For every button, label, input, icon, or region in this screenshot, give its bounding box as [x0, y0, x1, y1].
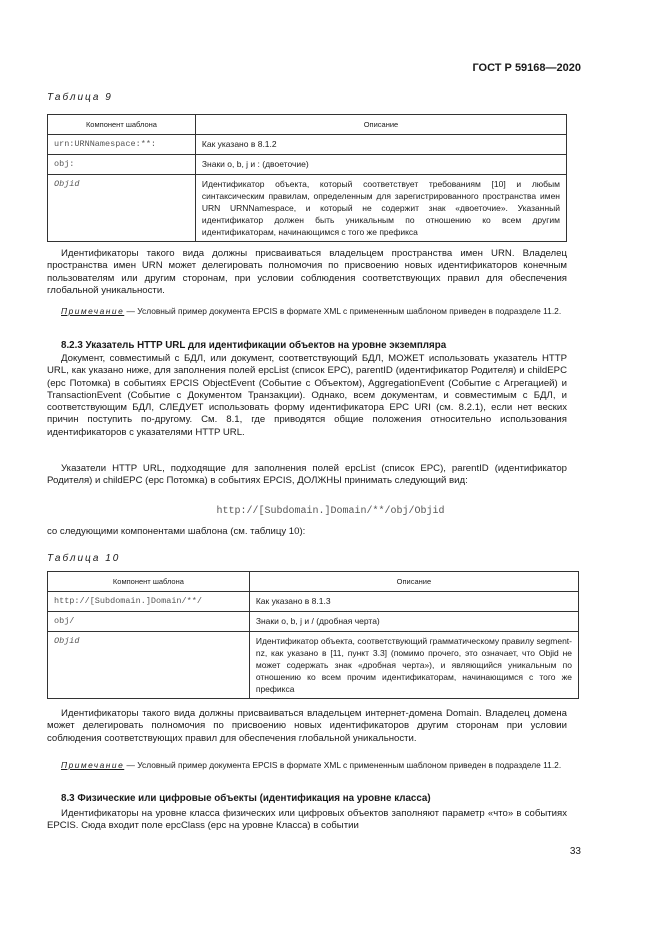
note-label: Примечание [61, 760, 125, 770]
table-row [48, 175, 567, 242]
paragraph-components-ref: со следующими компонентами шаблона (см. таблицу 10): [47, 526, 306, 537]
paragraph-urn-owner: Идентификаторы такого вида должны присваиваться владельцем пространства имен URN. Владелец пространства имен URN может делегировать полномочия по присвоению новых идентификаторов конечным пользователям или другим сторонам, при условии соблюдения соответствующих правил для обеспечения глобальной уникальности. [47, 248, 567, 296]
note-2 [47, 760, 567, 772]
table-10-header-component: Компонент шаблона [48, 572, 250, 592]
table-10-cell-component: Objid [48, 632, 250, 699]
table-row [48, 155, 567, 175]
note-1 [47, 306, 567, 318]
url-formula: http://[Subdomain.]Domain/**/obj/Objid [216, 506, 445, 517]
table-9-cell-description: Как указано в 8.1.2 [195, 135, 566, 155]
paragraph-http-url-form: Указатели HTTP URL, подходящие для заполнения полей epcList (список EPC), parentID (идентификатор Родителя) и childEPC (epc Потомка) в событиях EPCIS, ДОЛЖНЫ принимать следующий вид: [47, 463, 567, 487]
paragraph-http-url-usage: Документ, совместимый с БДЛ, или документ, соответствующий БДЛ, МОЖЕТ использовать указатель HTTP URL, как указано ниже, для заполнения полей epcList (список EPC), parentID (идентификатор Родителя) и childEPC (epc Потомка) в событиях EPCIS ObjectEvent (Событие с Объектом), AggregationEvent (Событие с Агрегацией) и TransactionEvent (Событие с Документом Транзакции). Однако, всем документам, и совместимым с БДЛ, и соответствующим БДЛ, СЛЕДУЕТ использовать форму идентификатора EPC URI (см. 8.2.1), если нет веских причин поступить по-другому. См. 8.1, где приводятся общие положения относительно использования идентификаторов с указателями HTTP URL. [47, 353, 567, 438]
table-row [48, 592, 579, 612]
table-9 [47, 114, 567, 242]
table-9-cell-component: urn:URNNamespace:**: [48, 135, 196, 155]
table-10-cell-description: Идентификатор объекта, соответствующий грамматическому правилу segment-nz, как указано в [11, пункт 3.3] (помимо прочего, это означает, что Objid не может содержать знак «дробная черта»), и являющийся уникальным по отношению ко всем прочим идентификаторам, начинающимся с того же префикса [249, 632, 578, 699]
table-row [48, 135, 567, 155]
table-9-header-component: Компонент шаблона [48, 115, 196, 135]
standard-header: ГОСТ Р 59168—2020 [472, 62, 581, 74]
paragraph-class-level: Идентификаторы на уровне класса физических или цифровых объектов заполняют параметр «что» в событиях EPCIS. Сюда входит поле epcClass (epc на уровне Класса) в событии [47, 808, 567, 832]
table-10-header-description: Описание [249, 572, 578, 592]
page-number: 33 [569, 846, 581, 857]
table-10-cell-description: Знаки o, b, j и / (дробная черта) [249, 612, 578, 632]
note-text: — Условный пример документа EPCIS в формате XML с примененным шаблоном приведен в подразделе 11.2. [124, 306, 562, 316]
table-10-cell-component: http://[Subdomain.]Domain/**/ [48, 592, 250, 612]
table-row [48, 612, 579, 632]
table-9-cell-component: obj: [48, 155, 196, 175]
table-9-cell-description: Знаки o, b, j и : (двоеточие) [195, 155, 566, 175]
section-8-2-3-heading: 8.2.3 Указатель HTTP URL для идентификации объектов на уровне экземпляра [61, 340, 447, 351]
paragraph-domain-owner: Идентификаторы такого вида должны присваиваться владельцем интернет-домена Domain. Владелец домена может делегировать полномочия по присвоению новых идентификаторов другим сторонам при условии соблюдения соответствующих правил для обеспечения глобальной уникальности. [47, 708, 567, 744]
table-10-cell-component: obj/ [48, 612, 250, 632]
table-9-header-description: Описание [195, 115, 566, 135]
section-8-3-heading: 8.3 Физические или цифровые объекты (идентификация на уровне класса) [61, 793, 431, 804]
table-row [48, 632, 579, 699]
table-9-cell-description: Идентификатор объекта, который соответствует требованиям [10] и любым синтаксическим правилам, определенным для зарегистрированного пространства имен URN URNNamespace, и который не содержит знак «двоеточие». Указанный идентификатор должен быть уникальным по отношению ко всем другим идентификаторам, начинающимся с того же префикса [195, 175, 566, 242]
note-text: — Условный пример документа EPCIS в формате XML с примененным шаблоном приведен в подразделе 11.2. [124, 760, 562, 770]
table-9-cell-component: Objid [48, 175, 196, 242]
note-label: Примечание [61, 306, 125, 316]
table-10-cell-description: Как указано в 8.1.3 [249, 592, 578, 612]
table-9-caption: Таблица 9 [47, 92, 113, 103]
table-10-caption: Таблица 10 [47, 553, 121, 564]
table-10 [47, 571, 579, 699]
